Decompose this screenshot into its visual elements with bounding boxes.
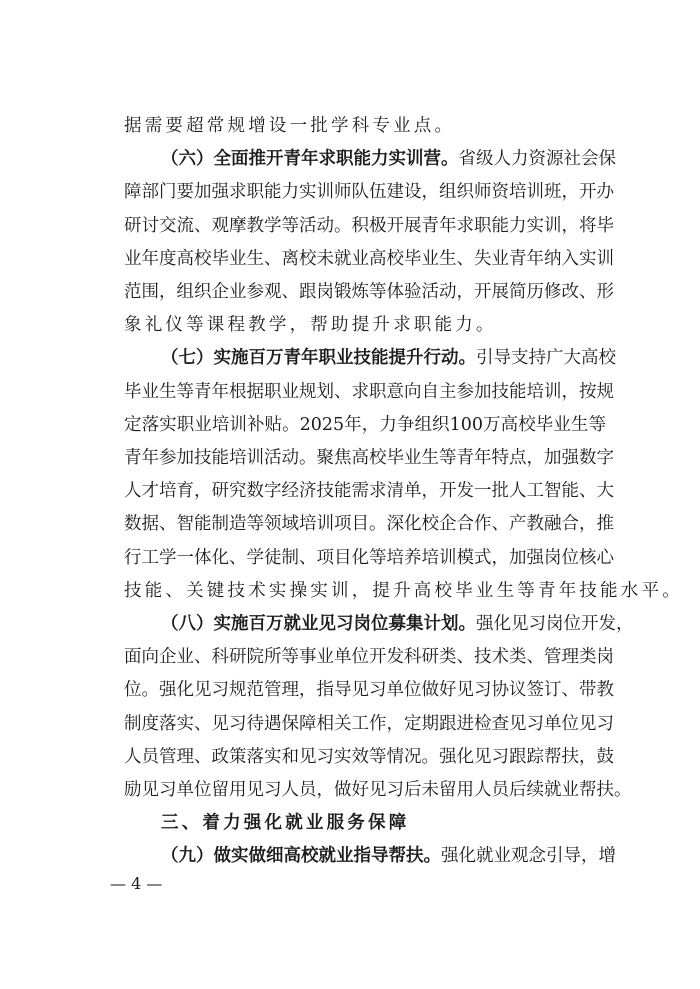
text-line: 研 讨 交 流 、 观 摩 教 学 等 活 动 。 积 极 开 展 青 年 求 职 能 力 实 训 ， 将 毕 bbox=[124, 215, 614, 236]
text-line: 据需要超常规增设一批学科专业点。 bbox=[124, 116, 456, 136]
text-line: 人 才 培 育 ， 研 究 数 字 经 济 技 能 需 求 清 单 ， 开 发 一 批 人 工 智 能 、 大 bbox=[124, 481, 614, 502]
text-line: 技能、关键技术实操实训，提升高校毕业生等青年技能水平。 bbox=[124, 580, 683, 601]
text-line: 面 向 企 业 、 科 研 院 所 等 事 业 单 位 开 发 科 研 类 、 技 术 类 、 管 理 类 岗 bbox=[124, 647, 614, 668]
text-line: 人 员 管 理 、 政 策 落 实 和 见 习 实 效 等 情 况 。 强 化 见 习 跟 踪 帮 扶 ， 鼓 bbox=[124, 746, 614, 767]
text-line: 位 。 强 化 见 习 规 范 管 理 ， 指 导 见 习 单 位 做 好 见 习 协 议 签 订 、 带 教 bbox=[124, 680, 614, 701]
text-line: 定 落 实 职 业 培 训 补 贴 。 2025 年 ， 力 争 组 织 100 万 高 校 毕 业 生 等 bbox=[124, 414, 606, 435]
text-line: 励 见 习 单 位 留 用 见 习 人 员 ， 做 好 见 习 后 未 留 用 人 员 后 续 就 业 帮 扶 。 bbox=[124, 780, 632, 800]
text-line: 业 年 度 高 校 毕 业 生 、 离 校 未 就 业 高 校 毕 业 生 、 失 业 青 年 纳 入 实 训 bbox=[124, 248, 614, 269]
text-line: 制 度 落 实 、 见 习 待 遇 保 障 相 关 工 作 ， 定 期 跟 进 检 查 见 习 单 位 见 习 bbox=[124, 713, 614, 734]
text-line: 青 年 参 加 技 能 培 训 活 动 。 聚 焦 高 校 毕 业 生 等 青 年 特 点 ， 加 强 数 字 bbox=[124, 448, 614, 468]
text-line: 障 部 门 要 加 强 求 职 能 力 实 训 师 队 伍 建 设 ， 组 织 师 资 培 训 班 ， 开 办 bbox=[124, 182, 614, 203]
section-heading: 三、着力强化就业服务保障 bbox=[161, 813, 410, 834]
text-line: （ 八 ） 实 施 百 万 就 业 见 习 岗 位 募 集 计 划 。 强 化 见 习 岗 位 开 发 ， bbox=[161, 614, 634, 634]
text-line: （ 九 ） 做 实 做 细 高 校 就 业 指 导 帮 扶 。 强 化 就 业 观 念 引 导 ， 增 bbox=[161, 846, 616, 867]
text-line: 范 围 ， 组 织 企 业 参 观 、 跟 岗 锻 炼 等 体 验 活 动 ， 开 展 简 历 修 改 、 形 bbox=[124, 282, 614, 302]
text-line: 数 据 、 智 能 制 造 等 领 域 培 训 项 目 。 深 化 校 企 合 作 、 产 教 融 合 ， 推 bbox=[124, 514, 614, 535]
text-line: 毕 业 生 等 青 年 根 据 职 业 规 划 、 求 职 意 向 自 主 参 加 技 能 培 训 ， 按 规 bbox=[124, 381, 614, 402]
text-line: （ 七 ） 实 施 百 万 青 年 职 业 技 能 提 升 行 动 。 引 导 支 持 广 大 高 校 bbox=[161, 348, 616, 369]
text-line: 象礼仪等课程教学，帮助提升求职能力。 bbox=[124, 315, 497, 336]
text-line: （ 六 ） 全 面 推 开 青 年 求 职 能 力 实 训 营 。 省 级 人 力 资 源 社 会 保 bbox=[161, 149, 616, 170]
text-line: 行 工 学 一 体 化 、 学 徒 制 、 项 目 化 等 培 养 培 训 模 式 ， 加 强 岗 位 核 心 bbox=[124, 547, 614, 568]
page-number: — 4 — bbox=[110, 874, 163, 893]
